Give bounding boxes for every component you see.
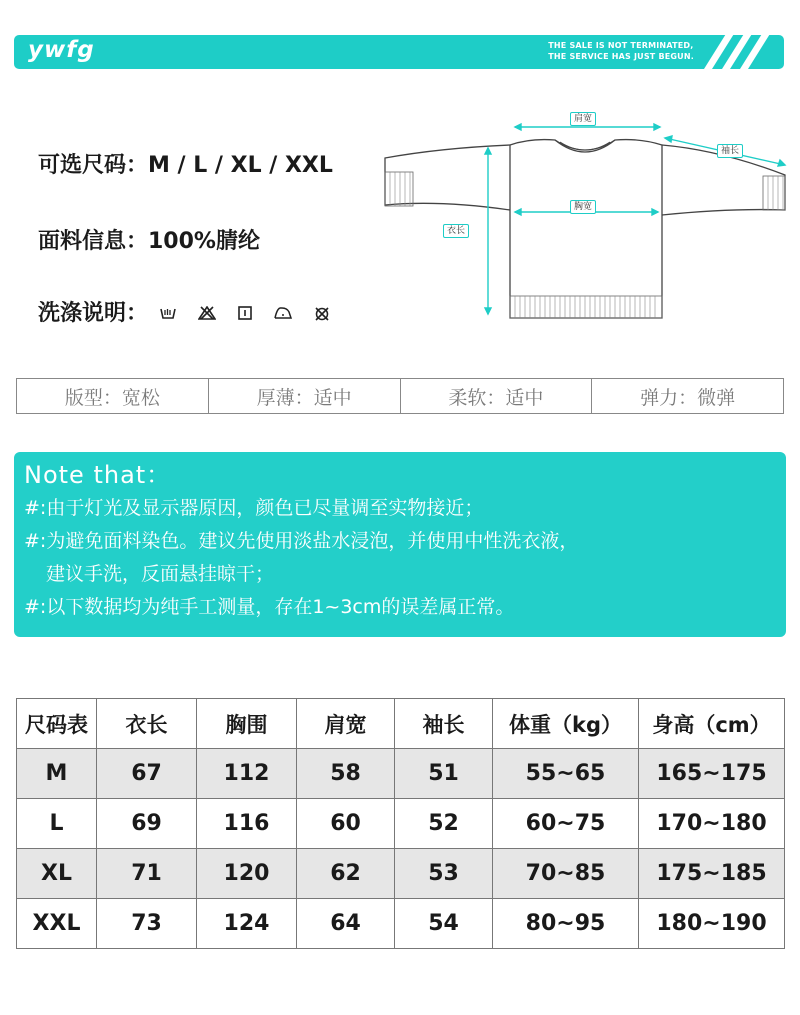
table-row [17, 799, 785, 849]
attr-thickness: 厚薄：适中 [209, 379, 401, 413]
brand-logo: ywfg [28, 37, 95, 63]
chest-label: 胸宽 [570, 200, 596, 214]
table-cell: 112 [197, 749, 297, 799]
hand-wash-icon [160, 306, 176, 320]
table-cell: 55~65 [493, 749, 639, 799]
table-cell: 175~185 [639, 849, 785, 899]
tagline-line-2: THE SERVICE HAS JUST BEGUN. [548, 52, 694, 61]
fabric-info: 面料信息：100%腈纶 [38, 229, 260, 254]
note-box [14, 452, 786, 637]
table-cell: XXL [17, 899, 97, 949]
table-cell: 53 [395, 849, 493, 899]
note-line: #:为避免面料染色。建议先使用淡盐水浸泡，并使用中性洗衣液， [24, 530, 579, 552]
header-cell: 尺码表 [17, 699, 97, 749]
table-cell: 180~190 [639, 899, 785, 949]
shoulder-label: 肩宽 [570, 112, 596, 126]
iron-low-icon [274, 306, 292, 320]
table-cell: 58 [297, 749, 395, 799]
table-cell: 73 [97, 899, 197, 949]
header-banner [14, 35, 784, 69]
header-cell: 身高（cm） [639, 699, 785, 749]
tagline-line-1: THE SALE IS NOT TERMINATED, [548, 41, 694, 50]
table-cell: 54 [395, 899, 493, 949]
no-dry-clean-icon [314, 306, 330, 322]
table-cell: XL [17, 849, 97, 899]
table-cell: 67 [97, 749, 197, 799]
attribute-table [16, 378, 784, 414]
table-row [17, 749, 785, 799]
header-cell: 衣长 [97, 699, 197, 749]
table-cell: 64 [297, 899, 395, 949]
attr-elasticity: 弹力：微弹 [640, 386, 736, 409]
size-options: 可选尺码：M / L / XL / XXL [38, 153, 333, 178]
table-cell: 165~175 [639, 749, 785, 799]
header-cell: 肩宽 [297, 699, 395, 749]
table-cell: 62 [297, 849, 395, 899]
size-table-header [17, 699, 785, 749]
sweater-outline [380, 100, 790, 340]
wash-icons [160, 306, 330, 322]
sweater-diagram [380, 100, 790, 340]
table-cell: L [17, 799, 97, 849]
wash-label: 洗涤说明： [38, 301, 149, 326]
no-bleach-icon [198, 306, 216, 320]
tagline [548, 40, 694, 62]
table-cell: 124 [197, 899, 297, 949]
header-cell: 体重（kg） [493, 699, 639, 749]
note-line: #:以下数据均为纯手工测量，存在1~3cm的误差属正常。 [24, 596, 515, 618]
table-cell: 52 [395, 799, 493, 849]
table-cell: 170~180 [639, 799, 785, 849]
table-row [17, 849, 785, 899]
header-cell: 胸围 [197, 699, 297, 749]
note-title: Note that： [24, 461, 172, 489]
header-cell: 袖长 [395, 699, 493, 749]
table-cell: 60 [297, 799, 395, 849]
note-line: 建议手洗，反面悬挂晾干； [46, 563, 275, 585]
wash-instructions [38, 296, 330, 327]
table-cell: 69 [97, 799, 197, 849]
table-row [17, 899, 785, 949]
table-cell: M [17, 749, 97, 799]
size-table [16, 698, 785, 949]
table-cell: 60~75 [493, 799, 639, 849]
tumble-dry-icon [238, 306, 252, 320]
note-line: #:由于灯光及显示器原因，颜色已尽量调至实物接近； [24, 497, 484, 519]
attr-fit: 版型：宽松 [17, 379, 209, 413]
table-cell: 120 [197, 849, 297, 899]
table-cell: 80~95 [493, 899, 639, 949]
sleeve-label: 袖长 [717, 144, 743, 158]
table-cell: 51 [395, 749, 493, 799]
table-cell: 116 [197, 799, 297, 849]
length-label: 衣长 [443, 224, 469, 238]
attr-softness: 柔软：适中 [401, 379, 593, 413]
table-cell: 70~85 [493, 849, 639, 899]
table-cell: 71 [97, 849, 197, 899]
